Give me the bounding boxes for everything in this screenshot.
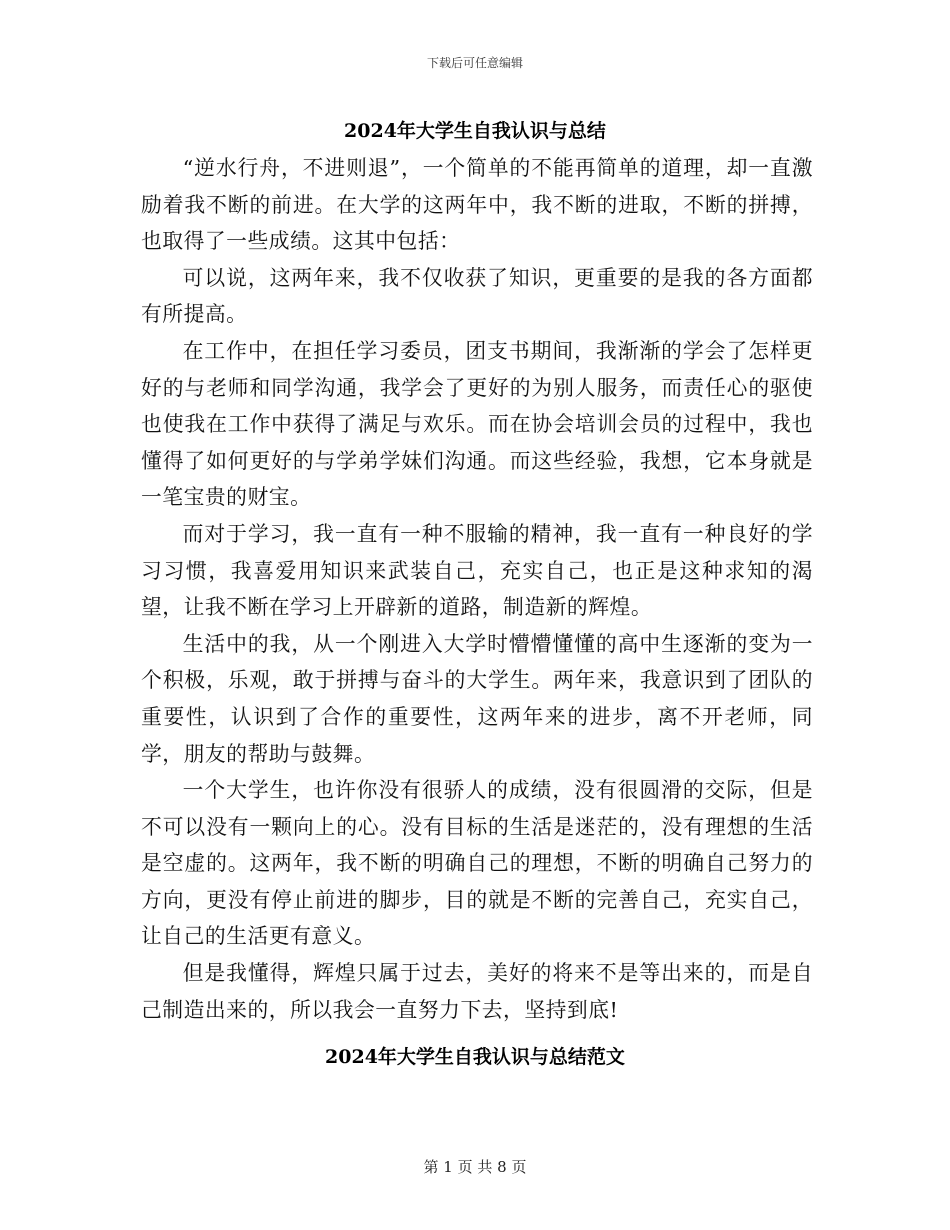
paragraph: 但是我懂得，辉煌只属于过去，美好的将来不是等出来的，而是自己制造出来的，所以我会一直努力下去，坚持到底!	[141, 961, 813, 1022]
paragraph: “逆水行舟，不进则退”，一个简单的不能再简单的道理，却一直激励着我不断的前进。在大学的这两年中，我不断的进取，不断的拼搏，也取得了一些成绩。这其中包括：	[141, 156, 813, 254]
next-section-title: 2024年大学生自我认识与总结范文	[325, 1046, 625, 1068]
paragraph: 一个大学生，也许你没有很骄人的成绩，没有很圆滑的交际，但是不可以没有一颗向上的心。没有目标的生活是迷茫的，没有理想的生活是空虚的。这两年，我不断的明确自己的理想，不断的明确自己努力的方向，更没有停止前进的脚步，目的就是不断的完善自己，充实自己，让自己的生活更有意义。	[141, 778, 813, 949]
page-number: 第 1 页 共 8 页	[423, 1158, 527, 1176]
paragraph: 在工作中，在担任学习委员，团支书期间，我渐渐的学会了怎样更好的与老师和同学沟通，我学会了更好的为别人服务，而责任心的驱使也使我在工作中获得了满足与欢乐。而在协会培训会员的过程中，我也懂得了如何更好的与学弟学妹们沟通。而这些经验，我想，它本身就是一笔宝贵的财宝。	[141, 338, 813, 510]
header-note: 下载后可任意编辑	[426, 56, 523, 70]
document-title: 2024年大学生自我认识与总结	[344, 120, 606, 142]
paragraph: 而对于学习，我一直有一种不服输的精神，我一直有一种良好的学习习惯，我喜爱用知识来武装自己，充实自己，也正是这种求知的渴望，让我不断在学习上开辟新的道路，制造新的辉煌。	[141, 521, 813, 620]
document-body	[141, 150, 813, 1028]
paragraph: 生活中的我，从一个刚进入大学时懵懵懂懂的高中生逐渐的变为一个积极，乐观，敢于拼搏与奋斗的大学生。两年来，我意识到了团队的重要性，认识到了合作的重要性，这两年来的进步，离不开老师，同学，朋友的帮助与鼓舞。	[141, 631, 813, 766]
paragraph: 可以说，这两年来，我不仅收获了知识，更重要的是我的各方面都有所提高。	[141, 265, 813, 327]
